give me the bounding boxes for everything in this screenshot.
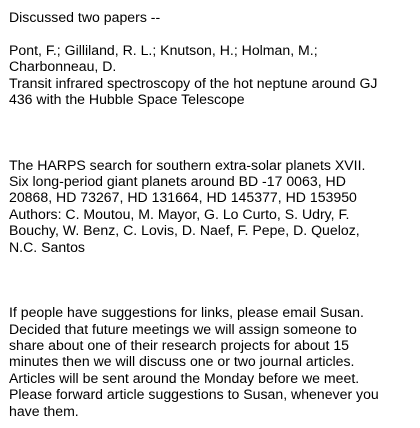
notes-line: Articles will be sent around the Monday before we meet. <box>9 369 360 386</box>
paper-1-title: Transit infrared spectroscopy of the hot neptune around GJ <box>9 74 378 91</box>
spacer <box>9 140 413 156</box>
spacer <box>9 107 413 123</box>
paper-1-title: 436 with the Hubble Space Telescope <box>9 91 245 108</box>
notes-line: Decided that future meetings we will assign someone to <box>9 320 357 337</box>
notes-line: share about one of their research projects for about 15 <box>9 337 350 354</box>
paper-2-title: 20868, HD 73267, HD 131664, HD 145377, HD 153950 <box>9 189 357 206</box>
paper-1 <box>9 42 413 108</box>
spacer <box>9 288 413 304</box>
notes-line: Please forward article suggestions to Susan, whenever you <box>9 386 379 403</box>
notes-line: have them. <box>9 402 79 419</box>
paper-2-authors: Authors: C. Moutou, M. Mayor, G. Lo Curto, S. Udry, F. <box>9 205 350 222</box>
paper-2-title: Six long-period giant planets around BD -17 0063, HD <box>9 173 346 189</box>
notes-line: If people have suggestions for links, please email Susan. <box>9 304 364 321</box>
spacer <box>9 271 413 287</box>
spacer <box>9 25 413 41</box>
intro-text: Discussed two papers -- <box>9 9 161 25</box>
paper-1-authors: Charbonneau, D. <box>9 58 117 75</box>
paper-1-authors: Pont, F.; Gilliland, R. L.; Knutson, H.; Holman, M.; <box>9 41 318 58</box>
paper-2-authors: N.C. Santos <box>9 238 85 255</box>
meeting-notes <box>9 9 413 419</box>
notes-line: minutes then we will discuss one or two journal articles. <box>9 353 355 370</box>
paper-2-authors: Bouchy, W. Benz, C. Lovis, D. Naef, F. Pepe, D. Queloz, <box>9 222 360 239</box>
spacer <box>9 124 413 140</box>
paper-2-title: The HARPS search for southern extra-solar planets XVII. <box>9 156 366 173</box>
spacer <box>9 255 413 271</box>
meeting-notes-paragraph <box>9 304 413 419</box>
paper-2 <box>9 157 413 255</box>
